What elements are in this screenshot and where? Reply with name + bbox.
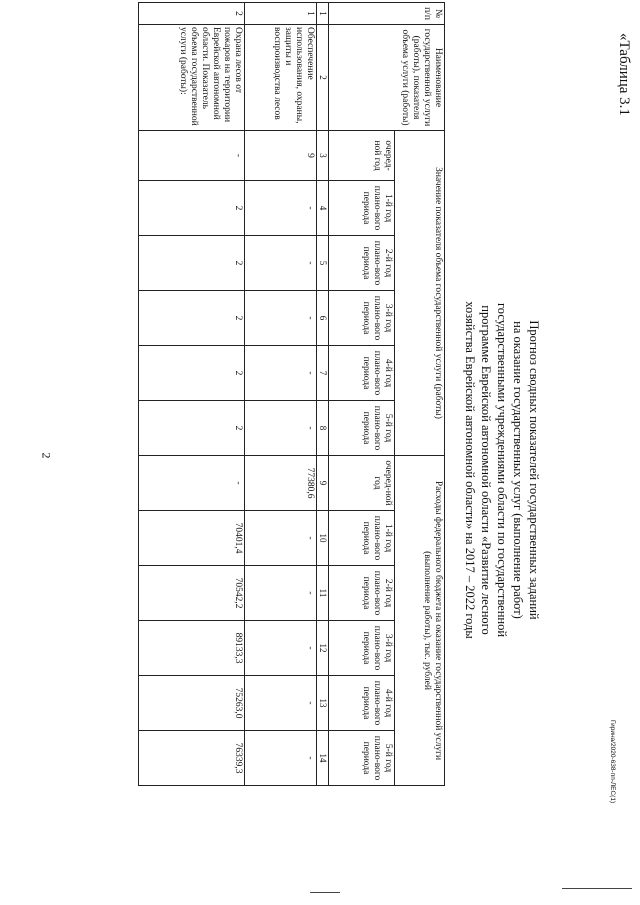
column-number: 8 [317,401,329,456]
header-expense-col: 2-й год плано-вого периода [329,566,395,621]
column-number: 2 [317,25,329,131]
column-number: 4 [317,181,329,236]
title-line: программе Еврейской автономной области «Развитие лесного [479,305,493,635]
volume-cell: - [245,236,317,291]
header-num: № п/п [329,3,445,25]
row-num: 2 [139,3,245,25]
expense-cell: 76339,3 [139,731,245,786]
table-row [139,3,245,786]
volume-cell: 2 [139,181,245,236]
column-number: 9 [317,456,329,511]
header-volume-col: 3-й год плано-вого периода [329,291,395,346]
title-line: хозяйства Еврейской автономной области» на 2017 – 2022 годы [463,301,477,639]
scan-edge-mark [310,892,340,893]
volume-cell: 9 [245,131,317,181]
expense-cell: - [245,731,317,786]
volume-cell: - [139,131,245,181]
volume-cell: - [245,181,317,236]
header-expense-col: 3-й год плано-вого периода [329,621,395,676]
column-number: 10 [317,511,329,566]
expense-cell: - [245,676,317,731]
header-volume-col: очеред-ной год [329,131,395,181]
header-expense-col: 5-й год плано-вого периода [329,731,395,786]
expense-cell: 89133,3 [139,621,245,676]
column-number: 6 [317,291,329,346]
header-expenses-group: Расходы федерального бюджета на оказание государственной услуги (выполнение работы), тыс. рублей [395,456,445,786]
row-num: 1 [245,3,317,25]
header-volume-col: 5-й год плано-вого периода [329,401,395,456]
column-number: 1 [317,3,329,25]
header-volume-col: 2-й год плано-вого периода [329,236,395,291]
expense-cell: - [245,566,317,621]
volume-cell: - [245,291,317,346]
volume-cell: - [245,401,317,456]
volume-cell: 2 [139,401,245,456]
row-name: Охрана лесов от пожаров на территории Еврейской автономной области. Показатель объема государственной услуги (работы): [139,25,245,131]
footer-code: Гирина/2020-638-пп-ЛЕС(1) [609,720,616,804]
expense-cell: 75263,0 [139,676,245,731]
title-line: Прогноз сводных показателей государственных заданий [527,320,541,620]
column-number: 13 [317,676,329,731]
volume-cell: - [245,346,317,401]
header-expense-col: 1-й год плано-вого периода [329,511,395,566]
expense-cell: - [245,621,317,676]
title-line: государственными учреждениями области по государственной [495,302,509,638]
page-number: 2 [39,452,54,459]
header-volume-group: Значение показателя объема государственной услуги (работы) [395,131,445,456]
title-line: на оказание государственных услуг (выполнение работ) [511,321,525,619]
table-label: «Таблица 3.1 [616,33,632,116]
column-number: 3 [317,131,329,181]
expense-cell: - [139,456,245,511]
column-number: 12 [317,621,329,676]
expense-cell: 77380,6 [245,456,317,511]
header-expense-col: 4-й год плано-вого периода [329,676,395,731]
header-name: Наименование государственной услуги (работы), показателя объема услуги (работы) [329,25,445,131]
row-name: Обеспечение использования, охраны, защиты и воспроизводства лесов [245,25,317,131]
document-title [462,240,542,700]
header-volume-col: 4-й год плано-вого периода [329,346,395,401]
expense-cell: 70542,2 [139,566,245,621]
header-volume-col: 1-й год плано-вого периода [329,181,395,236]
table-row [245,3,317,786]
column-number: 7 [317,346,329,401]
expense-cell: - [245,511,317,566]
volume-cell: 2 [139,291,245,346]
column-number: 11 [317,566,329,621]
volume-cell: 2 [139,346,245,401]
column-number: 5 [317,236,329,291]
header-expense-col: очеред-ной год [329,456,395,511]
volume-cell: 2 [139,236,245,291]
forecast-table [138,2,445,786]
expense-cell: 70401,4 [139,511,245,566]
column-number: 14 [317,731,329,786]
scan-edge-mark [562,888,632,889]
